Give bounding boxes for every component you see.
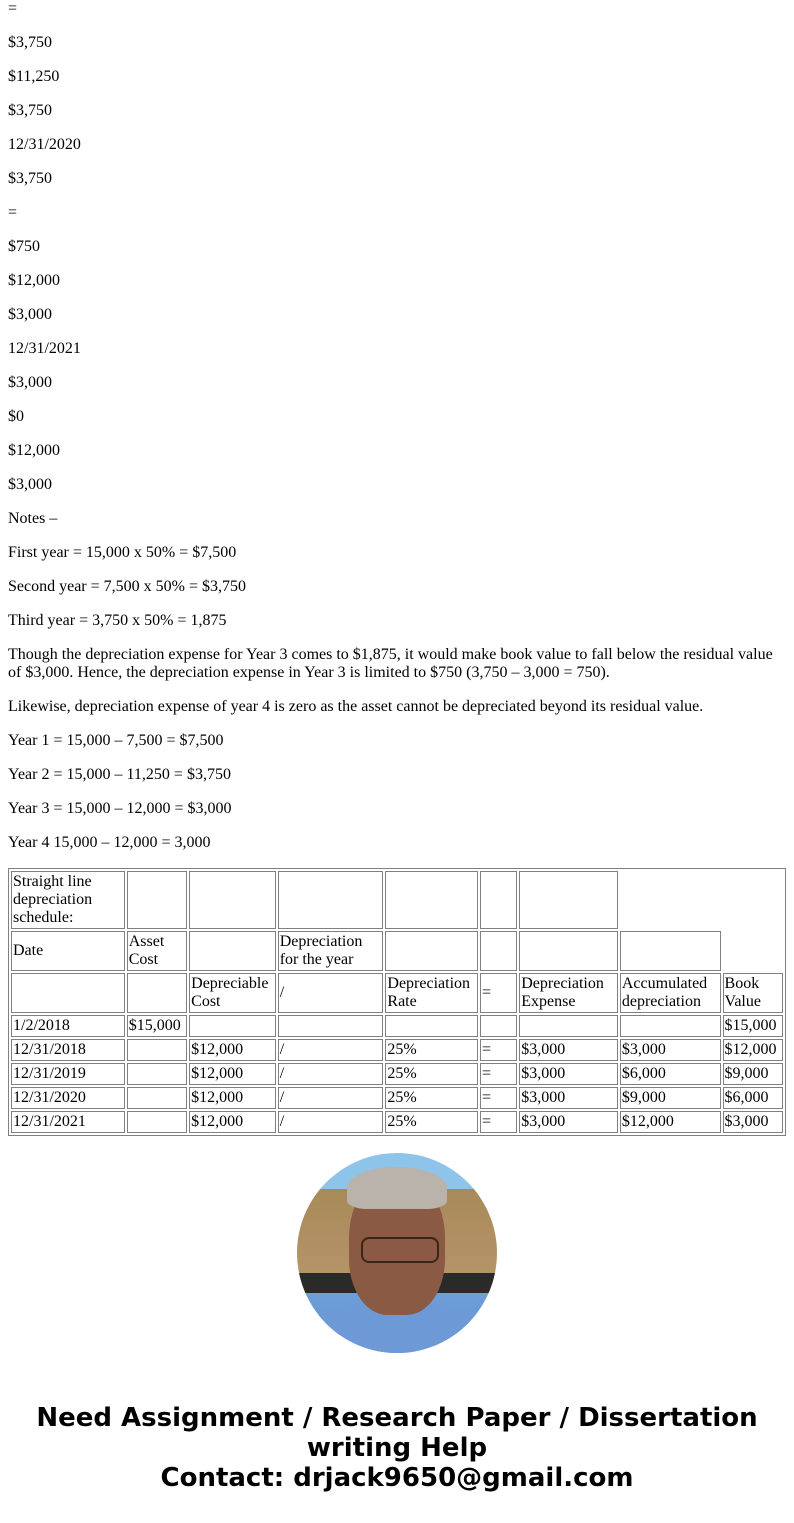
text-line: $3,000	[8, 374, 52, 391]
avatar-glasses	[361, 1237, 439, 1263]
text-line: =	[8, 0, 18, 17]
header-slash: /	[278, 973, 384, 1013]
text-line: $750	[8, 238, 40, 255]
header-equals: =	[480, 973, 517, 1013]
table-header-row-1	[11, 931, 783, 971]
text-line: $3,000	[8, 476, 52, 493]
contact-banner	[0, 1403, 794, 1493]
note-year3-explanation: Though the depreciation expense for Year 3 comes to $1,875, it would make book value to fall below the residual value of $3,000. Hence, the depreciation expense in Year 3 is limited to $750 (3,750 – 3,000 = 750).	[8, 646, 773, 681]
table-row: 12/31/2021 $12,000 / 25% = $3,000 $12,000 $3,000	[11, 1111, 783, 1133]
table-title: Straight line depreciation schedule:	[11, 871, 125, 929]
text-line: $12,000	[8, 442, 60, 459]
table-row: 12/31/2018 $12,000 / 25% = $3,000 $3,000 $12,000	[11, 1039, 783, 1061]
header-depreciable-cost: Depreciable Cost	[189, 973, 276, 1013]
text-line: 12/31/2021	[8, 340, 81, 357]
notes-heading: Notes –	[8, 510, 58, 527]
header-depreciation-for-year: Depreciation for the year	[278, 931, 384, 971]
text-line: $3,750	[8, 102, 52, 119]
note-year4-explanation: Likewise, depreciation expense of year 4 is zero as the asset cannot be depreciated beyond its residual value.	[8, 698, 704, 715]
contact-email: Contact: drjack9650@gmail.com	[160, 1463, 634, 1493]
book-value-year2: Year 2 = 15,000 – 11,250 = $3,750	[8, 766, 231, 783]
banner-line-2: writing Help	[306, 1433, 488, 1463]
book-value-year3: Year 3 = 15,000 – 12,000 = $3,000	[8, 800, 232, 817]
note-first-year: First year = 15,000 x 50% = $7,500	[8, 544, 237, 561]
text-line: =	[8, 204, 18, 221]
banner-line-1: Need Assignment / Research Paper / Dissertation	[36, 1403, 758, 1433]
table-header-row-2	[11, 973, 783, 1013]
straight-line-schedule-table	[8, 868, 786, 1136]
header-accumulated-depreciation: Accumulated depreciation	[620, 973, 721, 1013]
header-depreciation-rate: Depreciation Rate	[385, 973, 478, 1013]
text-line: $3,000	[8, 306, 52, 323]
table-row: 1/2/2018 $15,000 $15,000	[11, 1015, 783, 1037]
text-line: $11,250	[8, 68, 60, 85]
book-value-year4: Year 4 15,000 – 12,000 = 3,000	[8, 834, 211, 851]
text-line: $3,750	[8, 170, 52, 187]
text-line: $3,750	[8, 34, 52, 51]
note-second-year: Second year = 7,500 x 50% = $3,750	[8, 578, 247, 595]
table-title-row	[11, 871, 783, 929]
header-book-value: Book Value	[723, 973, 783, 1013]
header-asset-cost: Asset Cost	[127, 931, 187, 971]
header-depreciation-expense: Depreciation Expense	[519, 973, 618, 1013]
author-avatar	[297, 1153, 497, 1353]
text-line: $12,000	[8, 272, 60, 289]
table-row: 12/31/2019 $12,000 / 25% = $3,000 $6,000 $9,000	[11, 1063, 783, 1085]
document-body	[8, 0, 786, 1136]
note-third-year: Third year = 3,750 x 50% = 1,875	[8, 612, 227, 629]
text-line: 12/31/2020	[8, 136, 81, 153]
book-value-year1: Year 1 = 15,000 – 7,500 = $7,500	[8, 732, 224, 749]
table-row: 12/31/2020 $12,000 / 25% = $3,000 $9,000 $6,000	[11, 1087, 783, 1109]
avatar-hair	[347, 1167, 447, 1209]
text-line: $0	[8, 408, 24, 425]
header-date: Date	[11, 931, 125, 971]
